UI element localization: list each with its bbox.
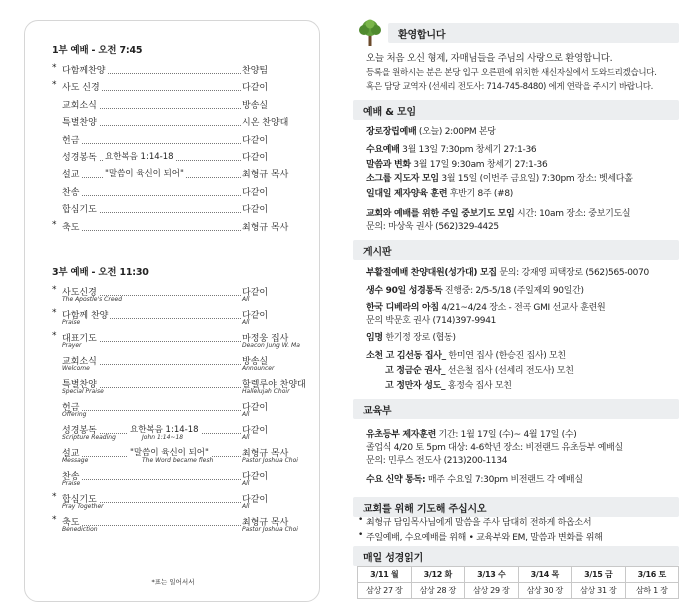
prayer-item-1: 최형규 담임목사님에게 말씀을 주사 담대히 전하게 하옵소서	[366, 518, 592, 528]
bible-readings-row	[358, 583, 679, 599]
program-row	[25, 63, 321, 81]
program-item-en: Prayer	[62, 342, 82, 349]
program-leader-en: All	[242, 503, 250, 510]
service3-title: 3부 예배 - 오전 11:30	[52, 267, 149, 278]
program-leader-en: All	[242, 411, 250, 418]
program-row	[25, 80, 321, 98]
list-item-detail: (오늘) 2:00PM 본당	[416, 127, 496, 137]
leader-dots	[62, 400, 241, 411]
list-item-detail: 한기정 장로 (협동)	[382, 333, 456, 343]
program-leader: 찬양팀	[242, 63, 268, 76]
list-item-detail: 선은철 집사 (선세리 전도사) 모친	[445, 366, 574, 376]
program-leader: 다같이	[242, 469, 268, 482]
list-item-detail: 3월 17일 9:30am 창세기 27:1-36	[410, 160, 548, 170]
list-item-sub: 졸업식 4/20 토 5pm 대상: 4-6학년 장소: 비전랜드 유초등부 예배실	[366, 443, 623, 453]
program-item: 교회소식	[62, 354, 99, 367]
list-item-detail: 후반기 8주 (#8)	[447, 189, 513, 199]
list-item-detail: 시간: 10am 장소: 중보기도실	[514, 209, 631, 219]
program-row	[25, 150, 321, 168]
program-leader-en: All	[242, 296, 250, 303]
standing-mark: *	[52, 308, 57, 318]
program-leader: 최형규 목사	[242, 220, 288, 233]
list-item	[366, 142, 536, 155]
standing-mark: *	[52, 285, 57, 295]
program-item-en: Offering	[62, 411, 87, 418]
program-item: 사도 신경	[62, 80, 102, 93]
leader-dots	[62, 185, 241, 196]
list-item	[366, 186, 513, 199]
program-item: 설교	[62, 167, 81, 180]
program-leader: 다같이	[242, 400, 268, 413]
standing-footnote: *표는 일어서서	[151, 578, 195, 586]
list-item-detail: 3월 13일 7:30pm 창세기 27:1-36	[399, 145, 537, 155]
program-leader: 다같이	[242, 308, 268, 321]
program-item-en: Message	[62, 457, 89, 464]
bible-header: 매일 성경읽기	[353, 546, 679, 566]
program-detail: "말씀이 육신이 되어"	[130, 448, 209, 458]
program-item: 찬송	[62, 185, 81, 198]
program-row	[25, 185, 321, 203]
leader-dots	[62, 515, 241, 526]
list-item-detail: 홍정숙 집사 모친	[445, 381, 512, 391]
list-item	[366, 283, 584, 296]
list-item	[366, 348, 566, 361]
program-row	[25, 115, 321, 133]
list-item-title: 한국 디베라의 아침	[366, 303, 439, 313]
bible-reading: 삼상 31 장	[572, 583, 626, 599]
list-item-title: 장로장립예배	[366, 127, 417, 137]
program-item-en: Praise	[62, 480, 81, 487]
leader-dots	[62, 220, 241, 231]
program-row	[25, 98, 321, 116]
welcome-line3: 혹은 담당 교역자 (선세리 전도사: 714-745-8480) 에게 연락을 주시기 바랍니다.	[366, 82, 654, 92]
program-row	[25, 423, 321, 441]
program-row	[25, 308, 321, 326]
program-leader: 시온 찬양대	[242, 115, 288, 128]
worship-header: 예배 & 모임	[353, 100, 679, 120]
list-item	[366, 157, 547, 170]
program-detail: "말씀이 육신이 되어"	[105, 169, 184, 180]
list-item-title: 임명	[366, 333, 383, 343]
list-item-sub: 문의: 마상욱 권사 (562)329-4425	[366, 222, 499, 232]
list-item-detail: 한미연 집사 (한승진 집사) 모친	[445, 351, 566, 361]
order-of-worship-panel	[24, 20, 320, 602]
list-item-sub: 문의: 민루스 전도사 (213)200-1134	[366, 456, 508, 466]
bible-day: 3/15 금	[572, 567, 626, 583]
list-item-detail: 문의: 강재영 피택장로 (562)565-0070	[496, 268, 649, 278]
program-item-en: Benediction	[62, 526, 98, 533]
list-item-detail: 매주 수요일 7:30pm 비전랜드 각 예배실	[425, 475, 583, 485]
program-leader: 다같이	[242, 150, 268, 163]
program-leader-en: Pastor Joshua Choi	[242, 526, 298, 533]
program-leader: 다같이	[242, 133, 268, 146]
bible-reading: 삼상 29 장	[465, 583, 519, 599]
program-item: 성경봉독	[62, 150, 99, 163]
program-item: 성경봉독	[62, 423, 99, 436]
prayer-bullet: •	[358, 530, 364, 540]
list-item-detail: 4/21~4/24 장소 - 전곡 GMI 선교사 훈련원	[438, 303, 606, 313]
list-item	[366, 265, 649, 278]
education-header: 교육부	[353, 399, 679, 419]
standing-mark: *	[52, 63, 57, 73]
program-leader: 할렐루야 찬양대	[242, 377, 306, 390]
program-leader: 마정웅 집사	[242, 331, 288, 344]
program-row	[25, 202, 321, 220]
program-row	[25, 285, 321, 303]
program-item: 다함께찬양	[62, 63, 107, 76]
program-leader: 다같이	[242, 423, 268, 436]
list-item	[385, 378, 512, 391]
program-leader-en: All	[242, 480, 250, 487]
bible-reading: 삼하 1 장	[625, 583, 679, 599]
program-row	[25, 133, 321, 151]
program-item: 찬송	[62, 469, 81, 482]
bible-day: 3/13 수	[465, 567, 519, 583]
program-item: 사도신경	[62, 285, 99, 298]
list-item-title: 유초등부 제자훈련	[366, 430, 436, 440]
bible-day: 3/14 목	[518, 567, 572, 583]
standing-mark: *	[52, 80, 57, 91]
prayer-header: 교회를 위해 기도해 주십시오	[353, 497, 679, 517]
list-item-title: 수요 신약 통독:	[366, 475, 426, 485]
program-leader: 다같이	[242, 185, 268, 198]
list-item-detail: 기간: 1월 17일 (수)~ 4월 17일 (수)	[436, 430, 577, 440]
program-item: 대표기도	[62, 331, 99, 344]
program-leader: 다같이	[242, 492, 268, 505]
program-item-en: Welcome	[62, 365, 90, 372]
program-row	[25, 377, 321, 395]
program-detail: 요한복음 1:14-18	[105, 152, 174, 162]
program-leader-en: Hallelujah Choir	[242, 388, 290, 395]
program-row	[25, 515, 321, 533]
standing-mark: *	[52, 331, 57, 341]
leader-dots	[62, 133, 241, 144]
bible-day: 3/16 토	[625, 567, 679, 583]
program-leader-en: Deacon Jung W. Ma	[242, 342, 300, 349]
program-item-en: The Apostle's Creed	[62, 296, 123, 303]
program-item: 축도	[62, 220, 81, 233]
list-item	[366, 206, 630, 219]
program-leader: 최형규 목사	[242, 167, 288, 180]
program-row	[25, 492, 321, 510]
program-item-en: Pray Together	[62, 503, 104, 510]
list-item	[366, 171, 633, 184]
program-item: 합심기도	[62, 492, 99, 505]
list-item	[366, 427, 576, 440]
list-item-title: 말씀과 변화	[366, 160, 411, 170]
list-item-sub: 문의 박문호 권사 (714)397-9941	[366, 316, 497, 326]
list-item	[366, 300, 605, 313]
bible-days-row	[358, 567, 679, 583]
program-row	[25, 167, 321, 185]
list-item-detail: 3월 15일 (이번주 금요일) 7:30pm 장소: 벳세다홀	[438, 174, 633, 184]
standing-mark: *	[52, 219, 57, 230]
program-item-en: Special Praise	[62, 388, 104, 395]
list-item-title: 생수 90일 성경통독	[366, 286, 443, 296]
prayer-item-2: 주일예배, 수요예배를 위해 • 교육부와 EM, 말씀과 변화를 위해	[366, 533, 603, 543]
program-item-en: Praise	[62, 319, 81, 326]
list-item-title: 수요예배	[366, 145, 400, 155]
board-header: 게시판	[353, 240, 679, 260]
standing-mark: *	[52, 492, 57, 502]
list-item-title: 고 정만자 성도_	[385, 381, 446, 391]
welcome-line2: 등록을 원하시는 분은 본당 입구 오른편에 위치한 새신자실에서 도와드리겠습니다.	[366, 68, 657, 78]
program-detail: 요한복음 1:14-18	[130, 425, 199, 435]
prayer-bullet: •	[358, 515, 364, 525]
list-item-title: 소그룹 지도자 모임	[366, 174, 439, 184]
program-item: 다함께 찬양	[62, 308, 110, 321]
program-leader: 최형규 목사	[242, 446, 288, 459]
program-row	[25, 354, 321, 372]
program-detail-en: The Word became flesh	[142, 457, 214, 464]
program-leader: 최형규 목사	[242, 515, 288, 528]
program-leader-en: All	[242, 434, 250, 441]
list-item-title: 소천 고 김선동 집사_	[366, 351, 446, 361]
list-item-title: 고 정금순 권사_	[385, 366, 446, 376]
program-leader-en: Pastor Joshua Choi	[242, 457, 298, 464]
program-item: 합심기도	[62, 202, 99, 215]
program-item: 설교	[62, 446, 81, 459]
list-item	[385, 363, 574, 376]
program-row	[25, 446, 321, 464]
list-item-detail: 진행중: 2/5-5/18 (주일제외 90일간)	[442, 286, 584, 296]
program-item: 교회소식	[62, 98, 99, 111]
service1-title: 1부 예배 - 오전 7:45	[52, 45, 143, 56]
program-row	[25, 469, 321, 487]
bible-reading: 삼상 30 장	[518, 583, 572, 599]
bible-reading-table	[357, 566, 679, 599]
program-item: 헌금	[62, 400, 81, 413]
program-leader-en: All	[242, 319, 250, 326]
program-row	[25, 400, 321, 418]
program-leader-en: Announcer	[242, 365, 275, 372]
program-item: 특별찬양	[62, 115, 99, 128]
program-item-en: Scripture Reading	[62, 434, 116, 441]
program-detail-en: John 1:14~18	[142, 434, 184, 441]
program-row	[25, 331, 321, 349]
list-item-title: 교회와 예배를 위한 주일 중보기도 모임	[366, 209, 515, 219]
program-item: 헌금	[62, 133, 81, 146]
list-item	[366, 472, 583, 485]
list-item-title: 부활절예배 찬양대원(성가대) 모집	[366, 268, 497, 278]
program-leader: 다같이	[242, 285, 268, 298]
standing-mark: *	[52, 515, 57, 525]
program-leader: 방송실	[242, 98, 268, 111]
bible-reading: 삼상 27 장	[358, 583, 412, 599]
welcome-header: 환영합니다	[388, 23, 679, 43]
list-item	[366, 330, 456, 343]
bible-reading: 삼상 28 장	[411, 583, 465, 599]
tree-icon	[357, 19, 383, 47]
bible-day: 3/12 화	[411, 567, 465, 583]
program-item: 특별찬양	[62, 377, 99, 390]
list-item-title: 일대일 제자양육 훈련	[366, 189, 448, 199]
list-item	[366, 124, 496, 137]
program-leader: 방송실	[242, 354, 268, 367]
leader-dots	[62, 469, 241, 480]
bible-day: 3/11 월	[358, 567, 412, 583]
welcome-line1: 오늘 처음 오신 형제, 자매님들을 주님의 사랑으로 환영합니다.	[366, 53, 613, 64]
program-leader: 다같이	[242, 202, 268, 215]
program-row	[25, 220, 321, 238]
program-leader: 다같이	[242, 80, 268, 93]
program-item: 축도	[62, 515, 81, 528]
